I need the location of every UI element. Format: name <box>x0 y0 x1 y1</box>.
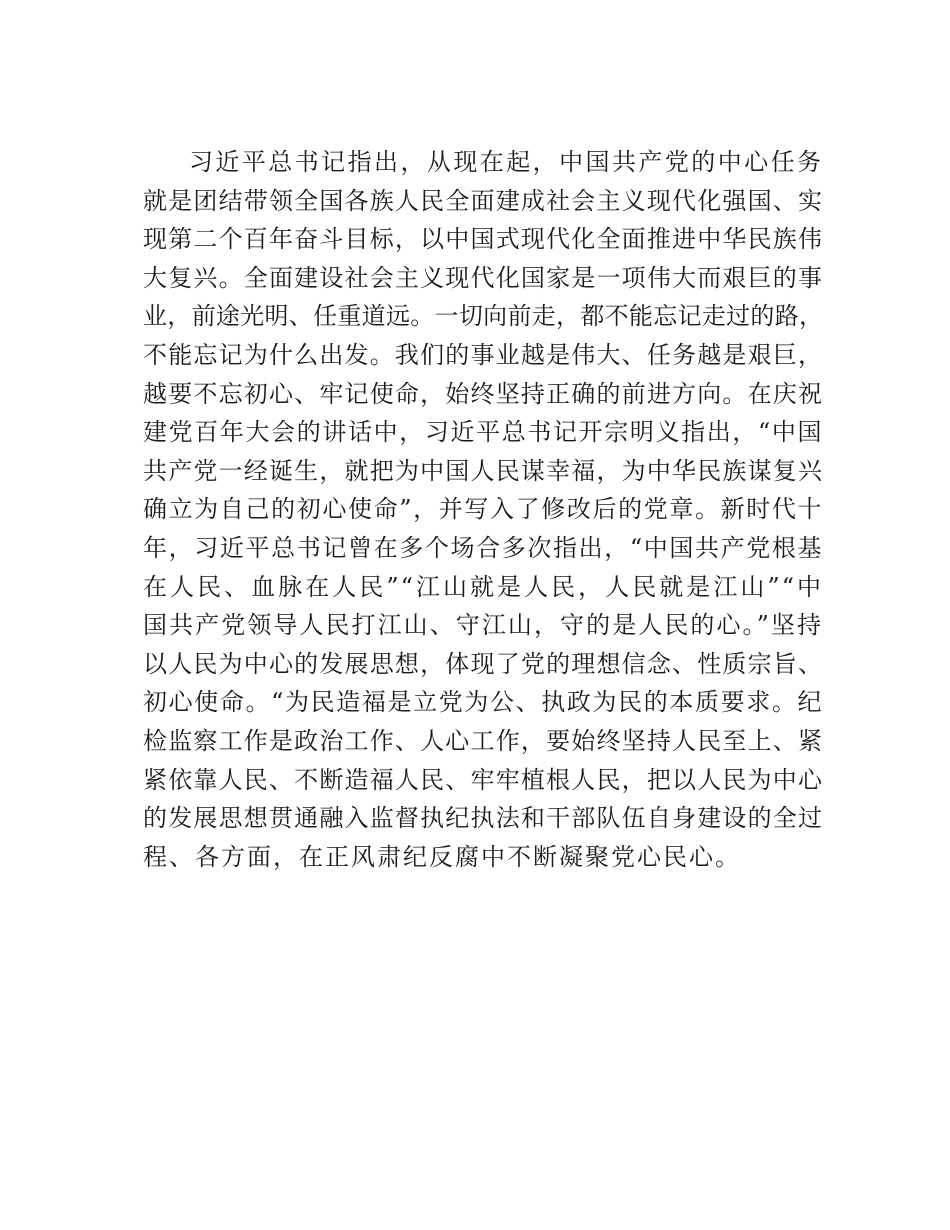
paragraph-line: 不能忘记为什么出发。我们的事业越是伟大、任务越是艰巨， <box>143 340 823 369</box>
paragraph-line: 确立为自己的初心使命”，并写入了修改后的党章。新时代十 <box>143 495 823 524</box>
paragraph-line: 大复兴。全面建设社会主义现代化国家是一项伟大而艰巨的事 <box>143 263 823 292</box>
paragraph-line: 年，习近平总书记曾在多个场合多次指出，“中国共产党根基 <box>143 533 823 562</box>
paragraph-line: 习近平总书记指出，从现在起，中国共产党的中心任务 <box>189 148 823 176</box>
paragraph-line: 在人民、血脉在人民”“江山就是人民，人民就是江山”“中 <box>143 572 823 601</box>
body-paragraph <box>143 143 823 876</box>
paragraph-line: 国共产党领导人民打江山、守江山，守的是人民的心。”坚持 <box>143 611 823 640</box>
paragraph-line: 的发展思想贯通融入监督执纪执法和干部队伍自身建设的全过 <box>143 804 823 833</box>
paragraph-line: 现第二个百年奋斗目标，以中国式现代化全面推进中华民族伟 <box>143 225 823 254</box>
paragraph-line: 以人民为中心的发展思想，体现了党的理想信念、性质宗旨、 <box>143 649 823 678</box>
paragraph-line: 紧依靠人民、不断造福人民、牢牢植根人民，把以人民为中心 <box>143 765 823 794</box>
paragraph-line: 业，前途光明、任重道远。一切向前走，都不能忘记走过的路， <box>143 302 823 331</box>
paragraph-line: 就是团结带领全国各族人民全面建成社会主义现代化强国、实 <box>143 186 823 215</box>
paragraph-line: 共产党一经诞生，就把为中国人民谋幸福，为中华民族谋复兴 <box>143 456 823 485</box>
paragraph-line: 初心使命。“为民造福是立党为公、执政为民的本质要求。纪 <box>143 688 823 717</box>
paragraph-line: 越要不忘初心、牢记使命，始终坚持正确的前进方向。在庆祝 <box>143 379 823 408</box>
paragraph-line: 建党百年大会的讲话中，习近平总书记开宗明义指出，“中国 <box>143 418 823 447</box>
paragraph-line: 程、各方面，在正风肃纪反腐中不断凝聚党心民心。 <box>143 842 741 871</box>
paragraph-line: 检监察工作是政治工作、人心工作，要始终坚持人民至上、紧 <box>143 726 823 755</box>
